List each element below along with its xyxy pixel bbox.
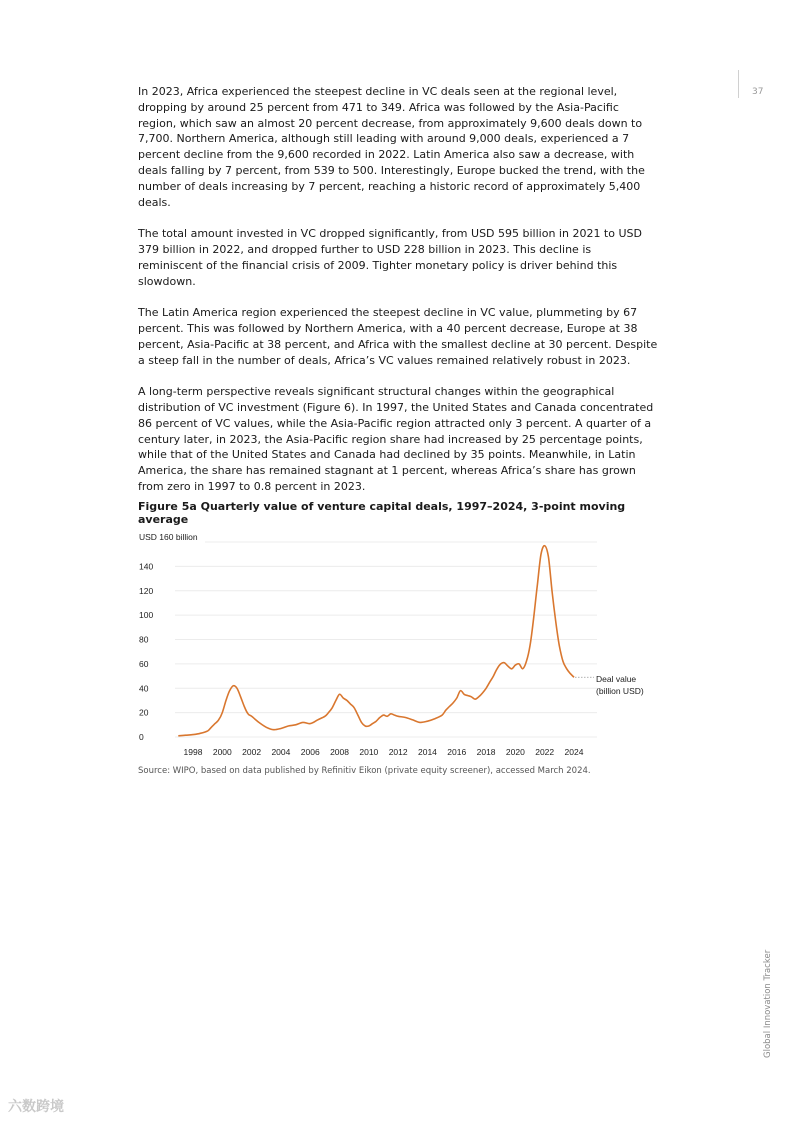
- x-tick-label: 2016: [447, 747, 467, 757]
- x-tick-label: 2004: [271, 747, 291, 757]
- paragraph-3: The Latin America region experienced the steepest decline in VC value, plummeting by 67 percent. This was followed by Northern America, with a 40 percent decrease, Europe at 38 percent, Asia-Pacific at 38 percent, and Africa with the smallest decline at 30 percent. Despite a steep fall in the number of deals, Africa’s VC values remained relatively robust in 2023.: [138, 306, 658, 367]
- x-tick-label: 2006: [300, 747, 320, 757]
- x-tick-label: 2000: [212, 747, 232, 757]
- watermark-logo: 六数跨境: [8, 1099, 64, 1115]
- x-tick-label: 2010: [359, 747, 379, 757]
- y-tick-label: 60: [139, 658, 149, 669]
- x-tick-label: 2014: [418, 747, 437, 757]
- y-tick-label: 20: [139, 707, 149, 718]
- y-tick-label: 120: [139, 585, 154, 596]
- body-text: [138, 84, 658, 511]
- x-tick-label: 2002: [242, 747, 262, 757]
- x-tick-label: 2024: [564, 747, 584, 757]
- y-axis-label: USD 160 billion: [139, 532, 198, 542]
- x-tick-label: 2022: [535, 747, 555, 757]
- page-number-rule: [738, 70, 739, 98]
- x-tick-label: 2012: [388, 747, 408, 757]
- deal-value-series-line: [178, 546, 574, 736]
- page-number: 37: [752, 87, 764, 97]
- y-tick-label: 0: [139, 732, 144, 742]
- x-tick-label: 1998: [183, 747, 203, 757]
- x-tick-label: 2020: [505, 747, 525, 757]
- y-tick-label: 100: [139, 610, 154, 621]
- paragraph-1: In 2023, Africa experienced the steepest decline in VC deals seen at the regional level, dropping by around 25 percent from 471 to 349. Africa was followed by the Asia-Pacific region, which saw an almost 20 percent decrease, from approximately 9,600 deals down to 7,700. Northern America, although still leading with around 9,000 deals, experienced a 7 percent decline from the 9,600 recorded in 2022. Latin America also saw a decrease, with deals falling by 7 percent, from 539 to 500. Interestingly, Europe bucked the trend, with the number of deals increasing by 7 percent, reaching a historic record of approximately 5,400 deals.: [138, 85, 645, 209]
- side-running-title: Global Innovation Tracker: [763, 949, 773, 1058]
- x-tick-label: 2008: [330, 747, 349, 757]
- y-tick-label: 40: [139, 683, 149, 694]
- y-tick-label: 140: [139, 561, 154, 572]
- figure-source: Source: WIPO, based on data published by Refinitiv Eikon (private equity screener), accessed March 2024.: [138, 766, 591, 776]
- paragraph-2: The total amount invested in VC dropped significantly, from USD 595 billion in 2021 to USD 379 billion in 2022, and dropped further to USD 228 billion in 2023. This decline is reminiscent of the financial crisis of 2009. Tighter monetary policy is driver behind this slowdown.: [138, 227, 642, 288]
- x-tick-label: 2018: [476, 747, 496, 757]
- figure-title: Figure 5a Quarterly value of venture capital deals, 1997–2024, 3-point moving average: [138, 500, 626, 526]
- paragraph-4: A long-term perspective reveals significant structural changes within the geographical distribution of VC investment (Figure 6). In 1997, the United States and Canada concentrated 86 percent of VC values, while the Asia-Pacific region attracted only 3 percent. A quarter of a century later, in 2023, the Asia-Pacific region share had increased by 25 percentage points, while that of the United States and Canada had declined by 35 points. Meanwhile, in Latin America, the share has remained stagnant at 1 percent, whereas Africa’s share has grown from zero in 1997 to 0.8 percent in 2023.: [138, 385, 654, 493]
- series-label-line1: Deal value: [596, 674, 637, 684]
- y-tick-label: 80: [139, 634, 149, 645]
- series-label-line2: (billion USD): [596, 686, 644, 696]
